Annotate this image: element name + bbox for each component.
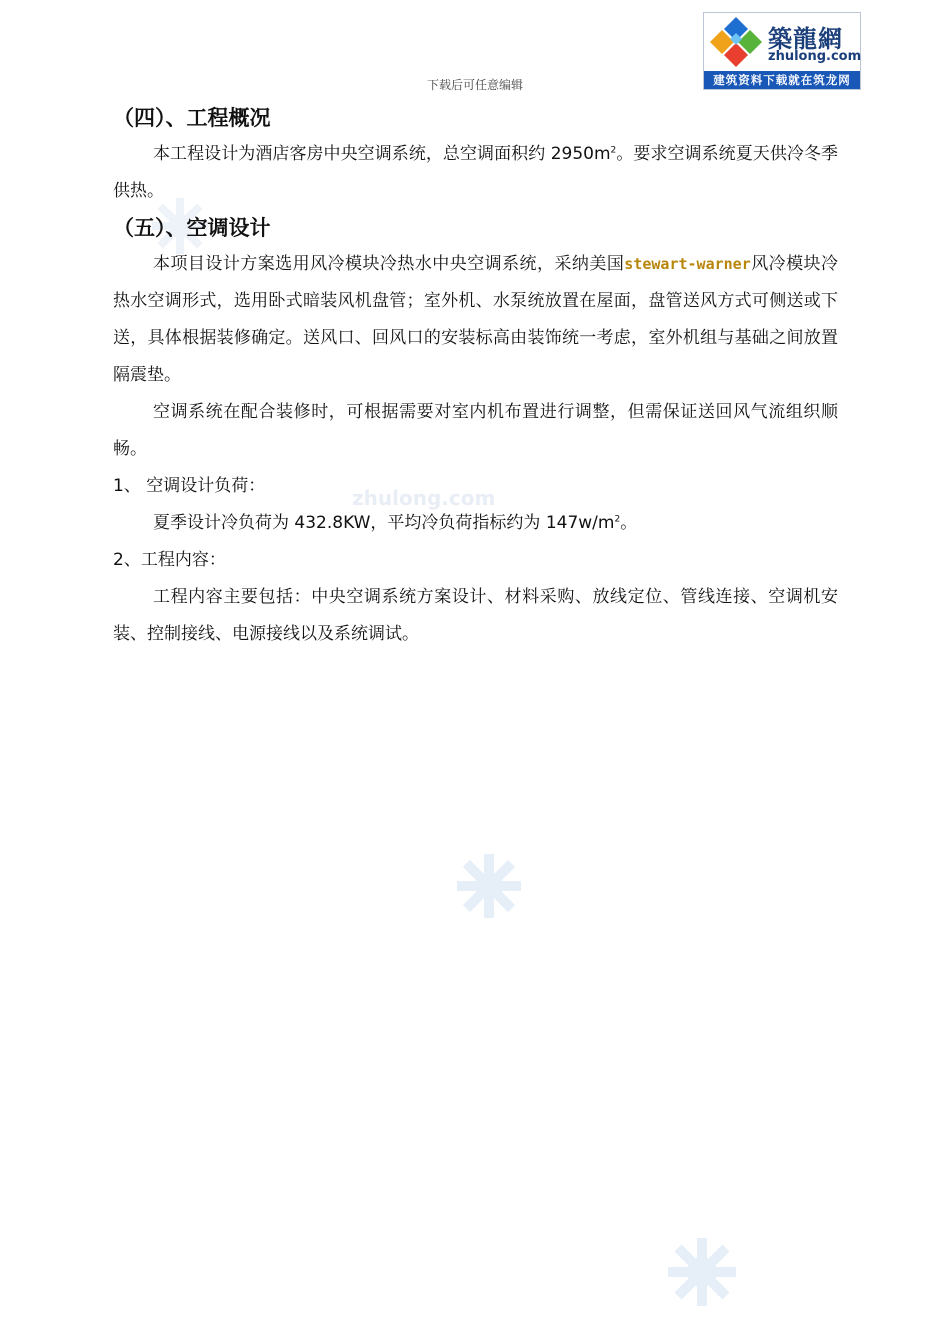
item-1-title: 1、 空调设计负荷：: [113, 476, 266, 496]
brand-name: stewart-warner: [624, 255, 751, 273]
logo-cn-name: 築龍網: [768, 24, 843, 53]
text-run: 风冷模块冷热水空调形式，选用卧式暗装风机盘管；室外机、水泵统放置在屋面，盘管送风方式可侧送或下送，具体根据装修确定。送风口、回风口的安装标高由装饰统一考虑，室外机组与基础之间放置隔震垫。: [113, 254, 839, 385]
text-run: 本项目设计方案选用风冷模块冷热水中央空调系统，采纳美国: [153, 254, 625, 274]
section-heading-4: （四）、工程概况: [113, 106, 271, 130]
area-unit: m: [593, 144, 611, 164]
zhulong-logo[interactable]: [703, 12, 861, 90]
logo-diamond-icon: [708, 15, 764, 69]
area-unit-superscript: 2: [610, 145, 617, 156]
section-5-paragraph-2: 空调系统在配合装修时，可根据需要对室内机布置进行调整，但需保证送回风气流组织顺畅。: [113, 402, 838, 459]
header-note: 下载后可任意编辑: [426, 78, 523, 92]
text-run: 。: [620, 513, 638, 533]
logo-slogan: 建筑资料下载就在筑龙网: [704, 71, 860, 89]
section-5-paragraph-1: [113, 246, 838, 394]
item-2-text: 工程内容主要包括：中央空调系统方案设计、材料采购、放线定位、管线连接、空调机安装、控制接线、电源接线以及系统调试。: [113, 587, 838, 644]
text-run: 本工程设计为酒店客房中央空调系统，总空调面积约 2950: [153, 144, 594, 164]
watermark-text: zhulong.com: [352, 486, 496, 510]
logo-domain: zhulong.com: [768, 49, 862, 64]
item-2-title: 2、工程内容：: [113, 550, 226, 570]
section-4-paragraph: [113, 136, 838, 210]
unit-superscript: 2: [614, 514, 621, 525]
text-run: 。要求空调系统夏天供冷冬季供热。: [113, 144, 838, 201]
text-run: 夏季设计冷负荷为 432.8KW，平均冷负荷指标约为 147w/m: [153, 513, 615, 533]
document-body: [113, 100, 838, 653]
snowflake-watermark-icon: [666, 1236, 738, 1308]
snowflake-watermark-icon: [455, 852, 523, 920]
logo-top: [704, 13, 860, 71]
item-1-text: [113, 505, 838, 542]
section-heading-5: （五）、空调设计: [113, 216, 271, 240]
